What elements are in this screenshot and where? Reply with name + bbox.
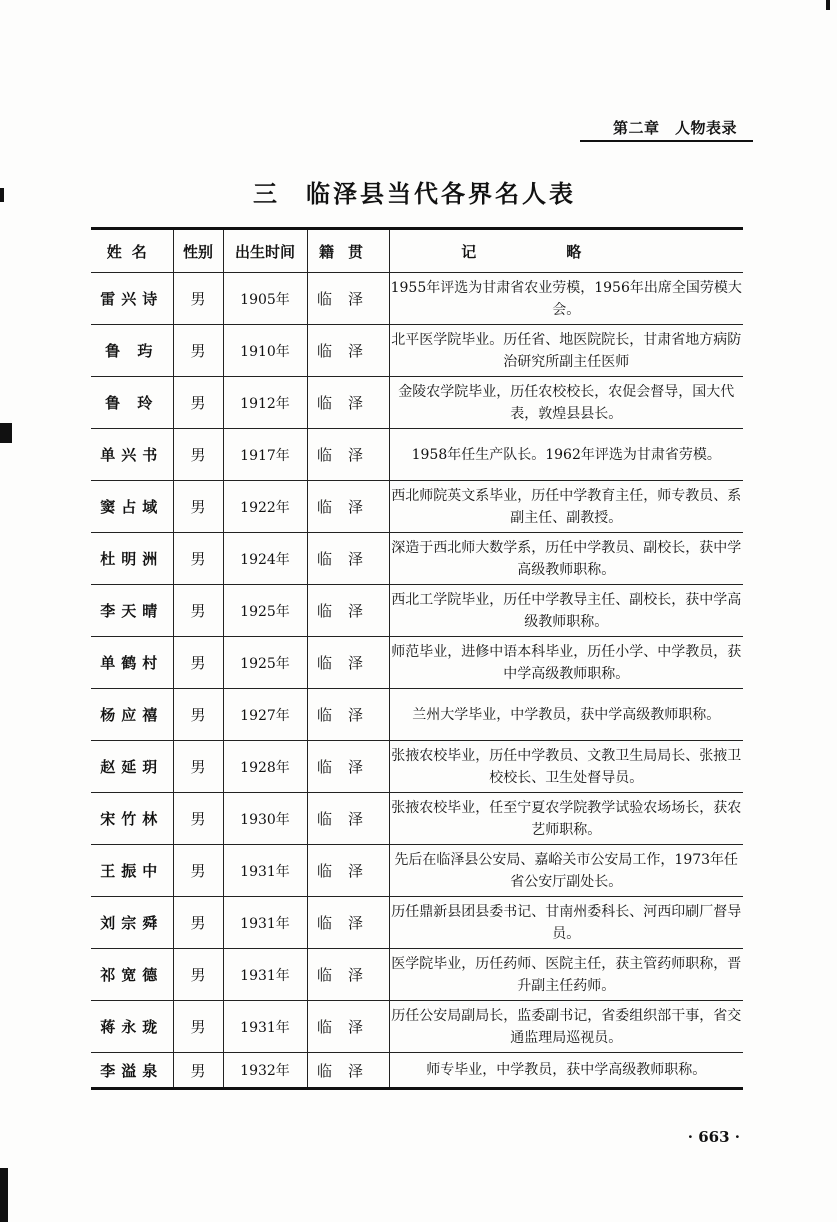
person-gender: 男 — [173, 793, 223, 845]
person-gender: 男 — [173, 377, 223, 429]
table-row — [91, 325, 743, 377]
scan-mark-left-bottom — [0, 1168, 8, 1222]
person-name: 宋竹林 — [91, 793, 173, 845]
person-notes: 张掖农校毕业，历任中学教员、文教卫生局局长、张掖卫校校长、卫生处督导员。 — [389, 741, 743, 793]
person-origin: 临泽 — [307, 1001, 389, 1053]
person-origin: 临泽 — [307, 481, 389, 533]
table-row — [91, 273, 743, 325]
table-row — [91, 533, 743, 585]
person-gender: 男 — [173, 1053, 223, 1089]
person-gender: 男 — [173, 325, 223, 377]
person-notes: 兰州大学毕业，中学教员，获中学高级教师职称。 — [389, 689, 743, 741]
person-gender: 男 — [173, 273, 223, 325]
person-birth: 1912年 — [223, 377, 307, 429]
person-gender: 男 — [173, 845, 223, 897]
column-header-notes: 记略 — [389, 229, 743, 273]
person-name: 杨应禧 — [91, 689, 173, 741]
person-notes: 师专毕业，中学教员，获中学高级教师职称。 — [389, 1053, 743, 1089]
person-name: 鲁 玲 — [91, 377, 173, 429]
person-birth: 1925年 — [223, 637, 307, 689]
person-gender: 男 — [173, 741, 223, 793]
person-gender: 男 — [173, 637, 223, 689]
table-row — [91, 845, 743, 897]
scan-mark-top-right — [826, 0, 830, 10]
page-number: · 663 · — [687, 1128, 740, 1146]
person-origin: 临泽 — [307, 793, 389, 845]
person-notes: 西北师院英文系毕业，历任中学教育主任，师专教员、系副主任、副教授。 — [389, 481, 743, 533]
column-header-gender: 性别 — [173, 229, 223, 273]
section-number: 三 — [253, 179, 280, 208]
person-name: 李溢泉 — [91, 1053, 173, 1089]
person-notes: 医学院毕业，历任药师、医院主任，获主管药师职称，晋升副主任药师。 — [389, 949, 743, 1001]
table-row — [91, 897, 743, 949]
person-birth: 1931年 — [223, 845, 307, 897]
person-notes: 金陵农学院毕业，历任农校校长，农促会督导，国大代表，敦煌县县长。 — [389, 377, 743, 429]
person-name: 王振中 — [91, 845, 173, 897]
person-origin: 临泽 — [307, 845, 389, 897]
person-name: 刘宗舜 — [91, 897, 173, 949]
table-row — [91, 689, 743, 741]
person-birth: 1905年 — [223, 273, 307, 325]
person-name: 单鹤村 — [91, 637, 173, 689]
column-header-birth: 出生时间 — [223, 229, 307, 273]
table-row — [91, 949, 743, 1001]
person-origin: 临泽 — [307, 949, 389, 1001]
column-header-origin: 籍贯 — [307, 229, 389, 273]
person-birth: 1932年 — [223, 1053, 307, 1089]
person-origin: 临泽 — [307, 897, 389, 949]
person-birth: 1931年 — [223, 897, 307, 949]
table-header-row — [91, 229, 743, 273]
person-name: 单兴书 — [91, 429, 173, 481]
person-name: 窦占域 — [91, 481, 173, 533]
person-name: 赵延玥 — [91, 741, 173, 793]
person-gender: 男 — [173, 533, 223, 585]
person-name: 雷兴诗 — [91, 273, 173, 325]
person-name: 李天晴 — [91, 585, 173, 637]
person-notes: 西北工学院毕业，历任中学教导主任、副校长，获中学高级教师职称。 — [389, 585, 743, 637]
table-row — [91, 1053, 743, 1089]
person-gender: 男 — [173, 481, 223, 533]
person-birth: 1930年 — [223, 793, 307, 845]
person-birth: 1931年 — [223, 1001, 307, 1053]
running-head-rule — [580, 140, 753, 142]
table-row — [91, 741, 743, 793]
person-origin: 临泽 — [307, 689, 389, 741]
person-birth: 1910年 — [223, 325, 307, 377]
person-gender: 男 — [173, 949, 223, 1001]
person-origin: 临泽 — [307, 325, 389, 377]
person-notes: 张掖农校毕业，任至宁夏农学院教学试验农场场长，获农艺师职称。 — [389, 793, 743, 845]
person-notes: 深造于西北师大数学系，历任中学教员、副校长，获中学高级教师职称。 — [389, 533, 743, 585]
table-row — [91, 429, 743, 481]
person-gender: 男 — [173, 1001, 223, 1053]
person-origin: 临泽 — [307, 1053, 389, 1089]
person-origin: 临泽 — [307, 377, 389, 429]
person-gender: 男 — [173, 585, 223, 637]
person-origin: 临泽 — [307, 585, 389, 637]
column-header-name: 姓名 — [91, 229, 173, 273]
person-notes: 历任公安局副局长，监委副书记，省委组织部干事，省交通监理局巡视员。 — [389, 1001, 743, 1053]
table-row — [91, 377, 743, 429]
person-notes: 1955年评选为甘肃省农业劳模，1956年出席全国劳模大会。 — [389, 273, 743, 325]
person-name: 鲁 玙 — [91, 325, 173, 377]
person-notes: 1958年任生产队长。1962年评选为甘肃省劳模。 — [389, 429, 743, 481]
person-name: 杜明洲 — [91, 533, 173, 585]
table-row — [91, 1001, 743, 1053]
person-birth: 1927年 — [223, 689, 307, 741]
table-row — [91, 793, 743, 845]
person-birth: 1931年 — [223, 949, 307, 1001]
person-origin: 临泽 — [307, 429, 389, 481]
person-origin: 临泽 — [307, 741, 389, 793]
person-gender: 男 — [173, 689, 223, 741]
person-birth: 1925年 — [223, 585, 307, 637]
table-row — [91, 481, 743, 533]
person-notes: 历任鼎新县团县委书记、甘南州委科长、河西印刷厂督导员。 — [389, 897, 743, 949]
section-title — [0, 174, 837, 209]
section-title-text: 临泽县当代各界名人表 — [306, 179, 576, 208]
person-birth: 1928年 — [223, 741, 307, 793]
person-origin: 临泽 — [307, 273, 389, 325]
person-notes: 师范毕业，进修中语本科毕业，历任小学、中学教员，获中学高级教师职称。 — [389, 637, 743, 689]
table-row — [91, 637, 743, 689]
person-name: 蒋永珑 — [91, 1001, 173, 1053]
scan-mark-left-middle — [0, 423, 12, 443]
person-birth: 1924年 — [223, 533, 307, 585]
notables-table — [91, 227, 743, 1090]
person-name: 祁宽德 — [91, 949, 173, 1001]
table-row — [91, 585, 743, 637]
person-gender: 男 — [173, 897, 223, 949]
person-origin: 临泽 — [307, 637, 389, 689]
person-birth: 1922年 — [223, 481, 307, 533]
chapter-running-head: 第二章 人物表录 — [612, 119, 737, 137]
person-origin: 临泽 — [307, 533, 389, 585]
person-birth: 1917年 — [223, 429, 307, 481]
person-notes: 先后在临泽县公安局、嘉峪关市公安局工作，1973年任省公安厅副处长。 — [389, 845, 743, 897]
person-notes: 北平医学院毕业。历任省、地医院院长，甘肃省地方病防治研究所副主任医师 — [389, 325, 743, 377]
person-gender: 男 — [173, 429, 223, 481]
